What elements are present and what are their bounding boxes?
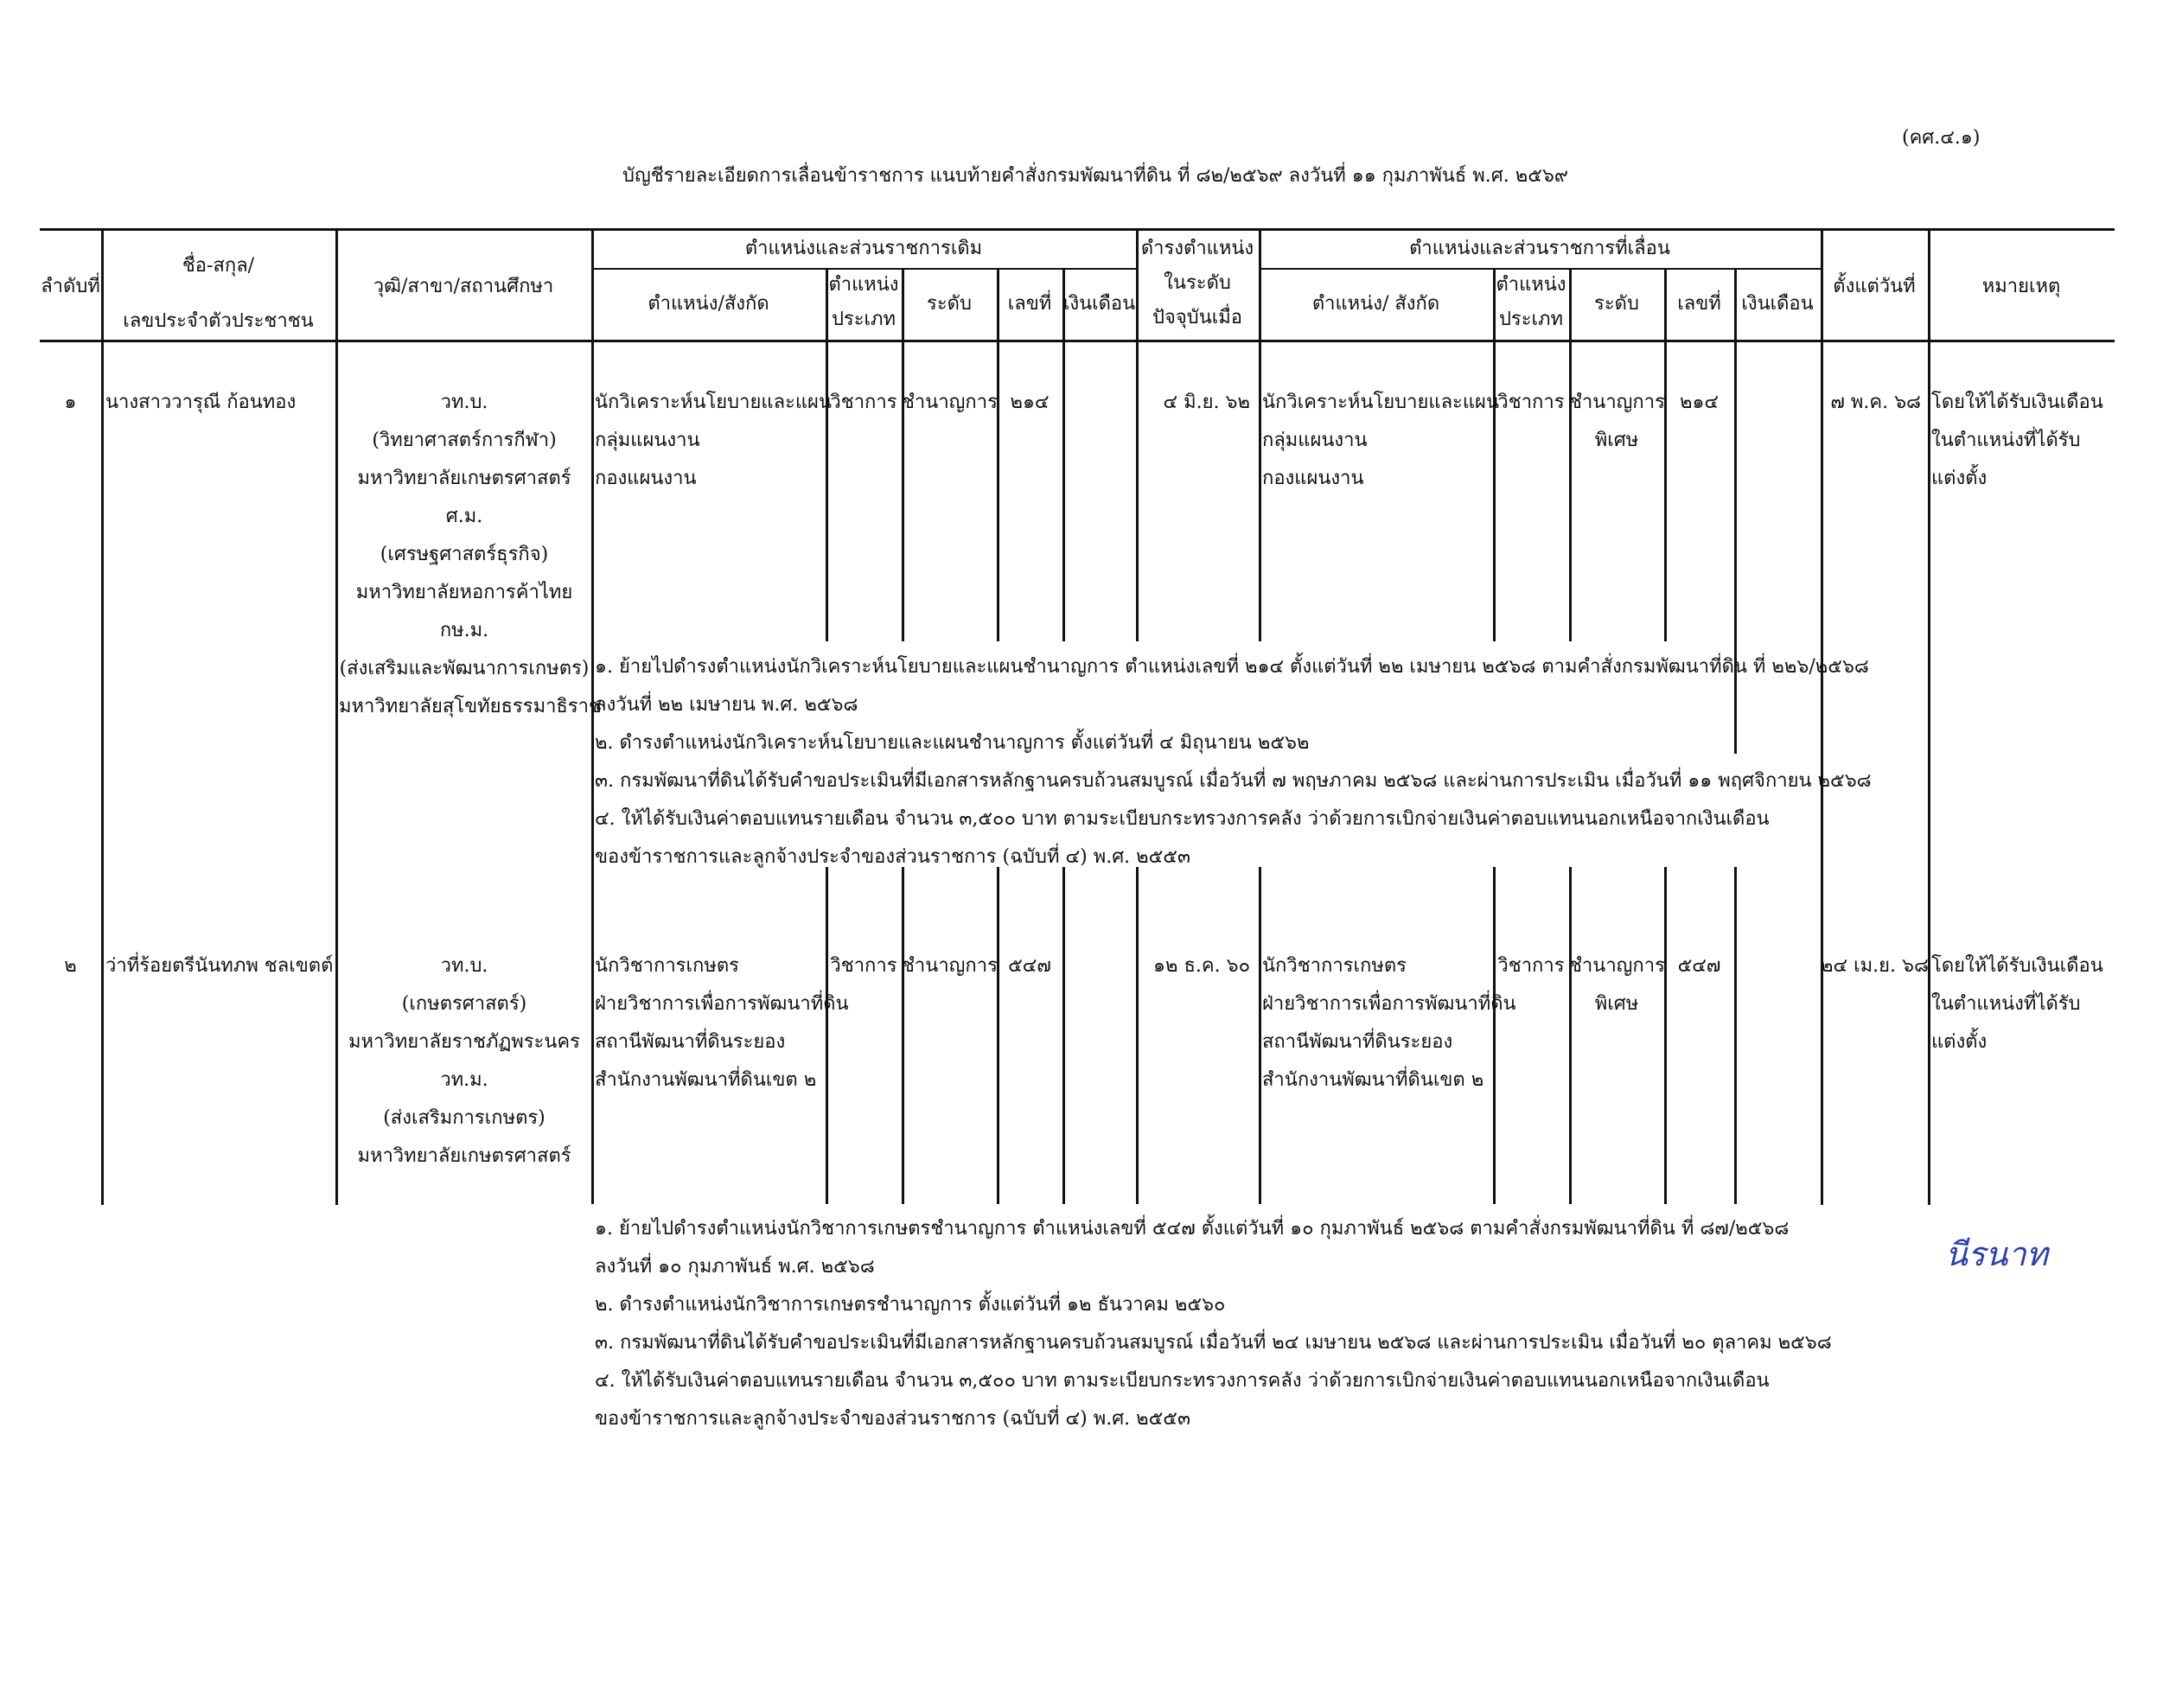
col-line bbox=[1928, 228, 1930, 1205]
col-line bbox=[902, 867, 904, 1204]
col-line bbox=[1734, 867, 1737, 1204]
row-2-original-number: ๕๔๗ bbox=[1008, 955, 1051, 977]
header-new-salary: เงินเดือน bbox=[1741, 293, 1814, 315]
col-line bbox=[1136, 867, 1139, 1204]
row-2-original-position: นักวิชาการเกษตร ฝ่ายวิชาการเพื่อการพัฒนาที่ดิน สถานีพัฒนาที่ดินระยอง สำนักงานพัฒนาที่ดินเขต ๒ bbox=[595, 955, 849, 1091]
header-new-position: ตำแหน่ง/ สังกัด bbox=[1311, 293, 1440, 315]
header-education: วุฒิ/สาขา/สถานศึกษา bbox=[373, 276, 554, 297]
row-1-remark: โดยให้ได้รับเงินเดือน ในตำแหน่งที่ได้รับ แต่งตั้ง bbox=[1931, 392, 2103, 489]
col-line bbox=[101, 228, 104, 1205]
header-bottom-border bbox=[40, 340, 2115, 342]
col-line bbox=[1664, 867, 1667, 1204]
row-2-name: ว่าที่ร้อยตรีนันทภพ ชลเขตต์ bbox=[105, 955, 334, 977]
row-1-education: วท.บ. (วิทยาศาสตร์การกีฬา) มหาวิทยาลัยเกษตรศาสตร์ ศ.ม. (เศรษฐศาสตร์ธุรกิจ) มหาวิทยาลัยหอการค้าไทย กษ.ม. (ส่งเสริมและพัฒนาการเกษตร) มหาวิทยาลัยสุโขทัยธรรมาธิราช bbox=[339, 392, 602, 717]
header-effective-date: ตั้งแต่วันที่ bbox=[1833, 276, 1916, 297]
header-new-number: เลขที่ bbox=[1677, 293, 1721, 315]
row-2-new-level: ชำนาญการ พิเศษ bbox=[1569, 955, 1665, 1015]
header-new-level: ระดับ bbox=[1594, 293, 1639, 315]
row-2-new-position: นักวิชาการเกษตร ฝ่ายวิชาการเพื่อการพัฒนาที่ดิน สถานีพัฒนาที่ดินระยอง สำนักงานพัฒนาที่ดินเขต ๒ bbox=[1262, 955, 1516, 1091]
form-code: (คศ.๔.๑) bbox=[1902, 127, 1981, 149]
header-new-group: ตำแหน่งและส่วนราชการที่เลื่อน bbox=[1409, 238, 1670, 259]
col-line bbox=[1664, 268, 1667, 641]
row-1-original-position: นักวิเคราะห์นโยบายและแผน กลุ่มแผนงาน กองแผนงาน bbox=[595, 392, 832, 489]
col-line bbox=[902, 268, 904, 641]
row-1-original-type: วิชาการ bbox=[830, 392, 897, 413]
row-1-new-type: วิชาการ bbox=[1497, 392, 1565, 413]
row-2-original-level: ชำนาญการ bbox=[902, 955, 998, 977]
header-remark: หมายเหตุ bbox=[1981, 276, 2061, 297]
row-2-held-since: ๑๒ ธ.ค. ๖๐ bbox=[1153, 955, 1250, 977]
row-1-seq: ๑ bbox=[64, 392, 77, 413]
header-name-2: เลขประจำตัวประชาชน bbox=[123, 310, 314, 332]
row-2-effective-date: ๒๔ เม.ย. ๖๘ bbox=[1821, 955, 1929, 977]
col-line bbox=[1259, 867, 1261, 1204]
row-2-seq: ๒ bbox=[64, 955, 77, 977]
row-1-new-position: นักวิเคราะห์นโยบายและแผน กลุ่มแผนงาน กองแผนงาน bbox=[1262, 392, 1499, 489]
header-name-1: ชื่อ-สกุล/ bbox=[182, 255, 255, 277]
header-original-type: ตำแหน่ง ประเภท bbox=[828, 274, 899, 330]
header-original-group: ตำแหน่งและส่วนราชการเดิม bbox=[744, 238, 983, 259]
row-2-education: วท.บ. (เกษตรศาสตร์) มหาวิทยาลัยราชภัฏพระนคร วท.ม. (ส่งเสริมการเกษตร) มหาวิทยาลัยเกษตรศาสตร์ bbox=[348, 955, 580, 1167]
col-line bbox=[591, 340, 594, 1204]
col-line bbox=[1734, 268, 1737, 641]
header-seq: ลำดับที่ bbox=[41, 276, 100, 297]
row-2-notes: ๑. ย้ายไปดำรงตำแหน่งนักวิชาการเกษตรชำนาญการ ตำแหน่งเลขที่ ๕๔๗ ตั้งแต่วันที่ ๑๐ กุมภาพันธ์ ๒๕๖๘ ตามคำสั่งกรมพัฒนาที่ดิน ที่ ๘๗/๒๕๖๘ ลงวันที่ ๑๐ กุมภาพันธ์ พ.ศ. ๒๕๖๘ ๒. ดำรงตำแหน่งนักวิชาการเกษตรชำนาญการ ตั้งแต่วันที่ ๑๒ ธันวาคม ๒๕๖๐ ๓. กรมพัฒนาที่ดินได้รับคำขอประเมินที่มีเอกสารหลักฐานครบถ้วนสมบูรณ์ เมื่อวันที่ ๒๔ เมษายน ๒๕๖๘ และผ่านการประเมิน เมื่อวันที่ ๒๐ ตุลาคม ๒๕๖๘ ๔. ให้ได้รับเงินค่าตอบแทนรายเดือน จำนวน ๓,๕๐๐ บาท ตามระเบียบกระทรวงการคลัง ว่าด้วยการเบิกจ่ายเงินค่าตอบแทนนอกเหนือจากเงินเดือน ของข้าราชการและลูกจ้างประจำของส่วนราชการ (ฉบับที่ ๔) พ.ศ. ๒๕๕๓ bbox=[595, 1218, 1832, 1430]
header-new-type: ตำแหน่ง ประเภท bbox=[1496, 274, 1566, 330]
row-1-held-since: ๔ มิ.ย. ๖๒ bbox=[1163, 392, 1250, 413]
col-line bbox=[997, 867, 999, 1204]
row-2-new-number: ๕๔๗ bbox=[1677, 955, 1721, 977]
col-line bbox=[1062, 268, 1065, 641]
header-original-level: ระดับ bbox=[927, 293, 972, 315]
header-held-since: ดำรงตำแหน่ง ในระดับ ปัจจุบันเมื่อ bbox=[1140, 238, 1254, 328]
header-original-position: ตำแหน่ง/สังกัด bbox=[648, 293, 769, 315]
row-1-new-number: ๒๑๔ bbox=[1679, 392, 1720, 413]
col-line bbox=[997, 268, 999, 641]
row-1-new-level: ชำนาญการ พิเศษ bbox=[1569, 392, 1665, 451]
row-2-remark: โดยให้ได้รับเงินเดือน ในตำแหน่งที่ได้รับ แต่งตั้ง bbox=[1931, 955, 2103, 1053]
row-1-effective-date: ๗ พ.ค. ๖๘ bbox=[1830, 392, 1921, 413]
row-2-original-type: วิชาการ bbox=[830, 955, 897, 977]
signature-initials: นีรนาท bbox=[1945, 1235, 2048, 1273]
row-2-new-type: วิชาการ bbox=[1497, 955, 1565, 977]
row-1-name: นางสาววารุณี ก้อนทอง bbox=[105, 392, 297, 413]
col-line bbox=[335, 228, 338, 1205]
document-title: บัญชีรายละเอียดการเลื่อนข้าราชการ แนบท้ายคำสั่งกรมพัฒนาที่ดิน ที่ ๘๒/๒๕๖๙ ลงวันที่ ๑๑ กุมภาพันธ์ พ.ศ. ๒๕๖๙ bbox=[622, 165, 1568, 187]
row-1-notes: ๑. ย้ายไปดำรงตำแหน่งนักวิเคราะห์นโยบายและแผนชำนาญการ ตำแหน่งเลขที่ ๒๑๔ ตั้งแต่วันที่ ๒๒ เมษายน ๒๕๖๘ ตามคำสั่งกรมพัฒนาที่ดิน ที่ ๒๒๖/๒๕๖๘ ลงวันที่ ๒๒ เมษายน พ.ศ. ๒๕๖๘ ๒. ดำรงตำแหน่งนักวิเคราะห์นโยบายและแผนชำนาญการ ตั้งแต่วันที่ ๔ มิถุนายน ๒๕๖๒ ๓. กรมพัฒนาที่ดินได้รับคำขอประเมินที่มีเอกสารหลักฐานครบถ้วนสมบูรณ์ เมื่อวันที่ ๗ พฤษภาคม ๒๕๖๘ และผ่านการประเมิน เมื่อวันที่ ๑๑ พฤศจิกายน ๒๕๖๘ ๔. ให้ได้รับเงินค่าตอบแทนรายเดือน จำนวน ๓,๕๐๐ บาท ตามระเบียบกระทรวงการคลัง ว่าด้วยการเบิกจ่ายเงินค่าตอบแทนนอกเหนือจากเงินเดือน ของข้าราชการและลูกจ้างประจำของส่วนราชการ (ฉบับที่ ๔) พ.ศ. ๒๕๕๓ bbox=[595, 656, 1872, 868]
row-1-original-number: ๒๑๔ bbox=[1010, 392, 1050, 413]
header-original-salary: เงินเดือน bbox=[1062, 293, 1136, 315]
row-1-original-level: ชำนาญการ bbox=[902, 392, 998, 413]
col-line bbox=[1569, 867, 1572, 1204]
col-line bbox=[1062, 867, 1065, 1204]
header-original-number: เลขที่ bbox=[1007, 293, 1052, 315]
